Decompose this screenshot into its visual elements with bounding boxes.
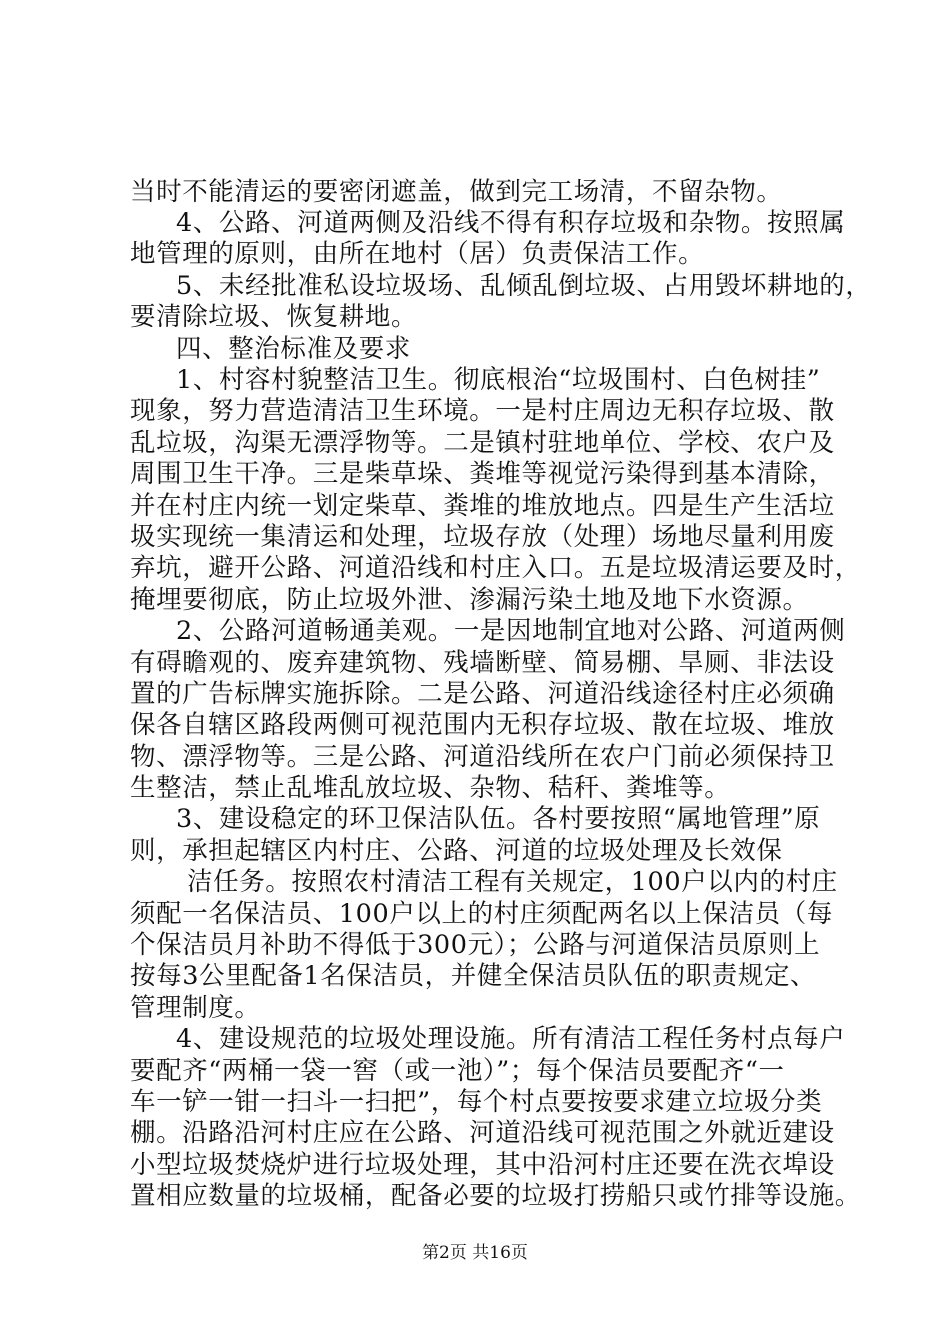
body-text-line: 3、建设稳定的环卫保洁队伍。各村要按照“属地管理”原 (176, 804, 821, 834)
body-text-line: 洁任务。按照农村清洁工程有关规定，100户以内的村庄 (187, 867, 838, 897)
body-text-line: 要配齐“两桶一袋一窖（或一池）”；每个保洁员要配齐“一 (130, 1056, 785, 1086)
body-text-line: 乱垃圾，沟渠无漂浮物等。二是镇村驻地单位、学校、农户及 (130, 428, 835, 458)
body-text-line: 管理制度。 (130, 993, 261, 1023)
body-text-line: 2、公路河道畅通美观。一是因地制宜地对公路、河道两侧 (176, 616, 846, 646)
body-text-line: 1、村容村貌整洁卫生。彻底根治“垃圾围村、白色树挂” (176, 365, 821, 395)
body-text-line: 周围卫生干净。三是柴草垛、粪堆等视觉污染得到基本清除， (130, 459, 835, 489)
section-heading: 四、整治标准及要求 (176, 334, 411, 364)
body-text-line: 保各自辖区路段两侧可视范围内无积存垃圾、散在垃圾、堆放 (130, 710, 835, 740)
body-text-line: 置的广告标牌实施拆除。二是公路、河道沿线途径村庄必须确 (130, 679, 835, 709)
body-text-line: 小型垃圾焚烧炉进行垃圾处理，其中沿河村庄还要在洗衣埠设 (130, 1150, 835, 1180)
body-text-line: 生整洁，禁止乱堆乱放垃圾、杂物、秸秆、粪堆等。 (130, 773, 731, 803)
body-text-line: 个保洁员月补助不得低于300元）；公路与河道保洁员原则上 (130, 930, 821, 960)
body-text-line: 并在村庄内统一划定柴草、粪堆的堆放地点。四是生产生活垃 (130, 491, 835, 521)
body-text-line: 要清除垃圾、恢复耕地。 (130, 302, 418, 332)
body-text-line: 掩埋要彻底，防止垃圾外泄、渗漏污染土地及地下水资源。 (130, 585, 809, 615)
body-text-line: 有碍瞻观的、废弃建筑物、残墙断壁、简易棚、旱厕、非法设 (130, 648, 835, 678)
body-text-line: 地管理的原则，由所在地村（居）负责保洁工作。 (130, 239, 705, 269)
body-text-line: 物、漂浮物等。三是公路、河道沿线所在农户门前必须保持卫 (130, 742, 835, 772)
page-footer: 第2页 共16页 (422, 1243, 528, 1263)
body-text-line: 按每3公里配备1名保洁员，并健全保洁员队伍的职责规定、 (130, 961, 817, 991)
body-text-line: 置相应数量的垃圾桶，配备必要的垃圾打捞船只或竹排等设施。 (130, 1181, 861, 1211)
body-text-line: 圾实现统一集清运和处理，垃圾存放（处理）场地尽量利用废 (130, 522, 835, 552)
body-text-line: 则，承担起辖区内村庄、公路、河道的垃圾处理及长效保 (130, 836, 783, 866)
body-text-line: 车一铲一钳一扫斗一扫把”，每个村点要按要求建立垃圾分类 (130, 1087, 823, 1117)
body-text-line: 5、未经批准私设垃圾场、乱倾乱倒垃圾、占用毁坏耕地的， (176, 271, 872, 301)
body-text-line: 4、公路、河道两侧及沿线不得有积存垃圾和杂物。按照属 (176, 208, 846, 238)
body-text-line: 棚。沿路沿河村庄应在公路、河道沿线可视范围之外就近建设 (130, 1118, 835, 1148)
body-text-line: 须配一名保洁员、100户以上的村庄须配两名以上保洁员（每 (130, 899, 833, 929)
body-text-line: 当时不能清运的要密闭遮盖，做到完工场清，不留杂物。 (130, 177, 783, 207)
body-text-line: 弃坑，避开公路、河道沿线和村庄入口。五是垃圾清运要及时， (130, 553, 861, 583)
body-text-line: 4、建设规范的垃圾处理设施。所有清洁工程任务村点每户 (176, 1024, 846, 1054)
body-text-line: 现象，努力营造清洁卫生环境。一是村庄周边无积存垃圾、散 (130, 396, 835, 426)
